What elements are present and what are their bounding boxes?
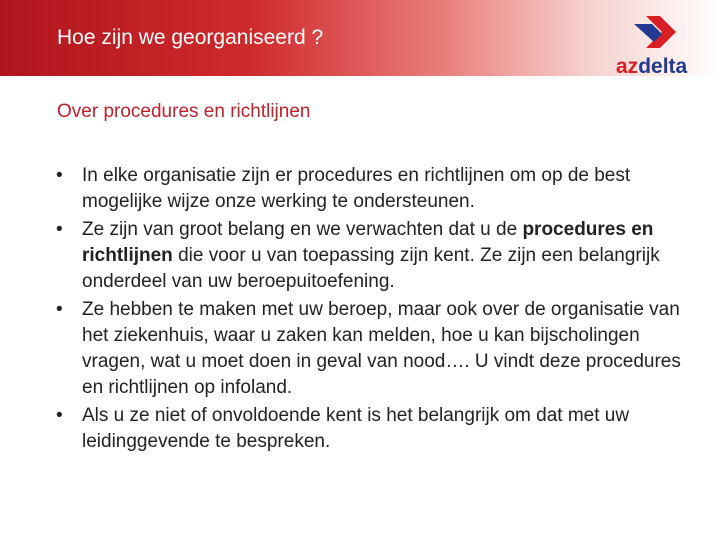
bullet-dot-icon: • <box>56 219 63 240</box>
bullet-text: In elke organisatie zijn er procedures en richtlijnen om op de best mogelijke wijze onze werking te ondersteunen. <box>82 165 631 212</box>
section-subtitle: Over procedures en richtlijnen <box>57 101 311 122</box>
bullet-item <box>52 163 702 215</box>
bullet-text-bold: procedures en richtlijnen <box>82 219 654 266</box>
bullet-list <box>52 163 702 457</box>
bullet-dot-icon: • <box>56 299 63 320</box>
bullet-item <box>52 297 702 401</box>
bullet-dot-icon: • <box>56 405 63 426</box>
bullet-text: Ze hebben te maken met uw beroep, maar ook over de organisatie van het ziekenhuis, waar u zaken kan melden, hoe u kan bijscholingen vragen, wat u moet doen in geval van nood…. U vindt deze procedures en richtlijnen op infoland. <box>82 299 681 398</box>
logo-text-delta: delta <box>638 55 688 78</box>
logo-mark-icon <box>632 12 692 52</box>
logo-wordmark <box>616 56 687 78</box>
az-delta-logo <box>616 12 708 78</box>
bullet-dot-icon: • <box>56 165 63 186</box>
bullet-text-after: die voor u van toepassing zijn kent. Ze zijn een belangrijk onderdeel van uw beroepuitoefening. <box>82 245 660 292</box>
logo-text-az: az <box>616 55 639 78</box>
bullet-item <box>52 403 702 455</box>
bullet-item <box>52 217 702 295</box>
bullet-text: Als u ze niet of onvoldoende kent is het belangrijk om dat met uw leidinggevende te bespreken. <box>82 405 630 452</box>
bullet-text-before: Ze zijn van groot belang en we verwachten dat u de <box>82 219 523 240</box>
slide-title: Hoe zijn we georganiseerd ? <box>57 26 324 49</box>
